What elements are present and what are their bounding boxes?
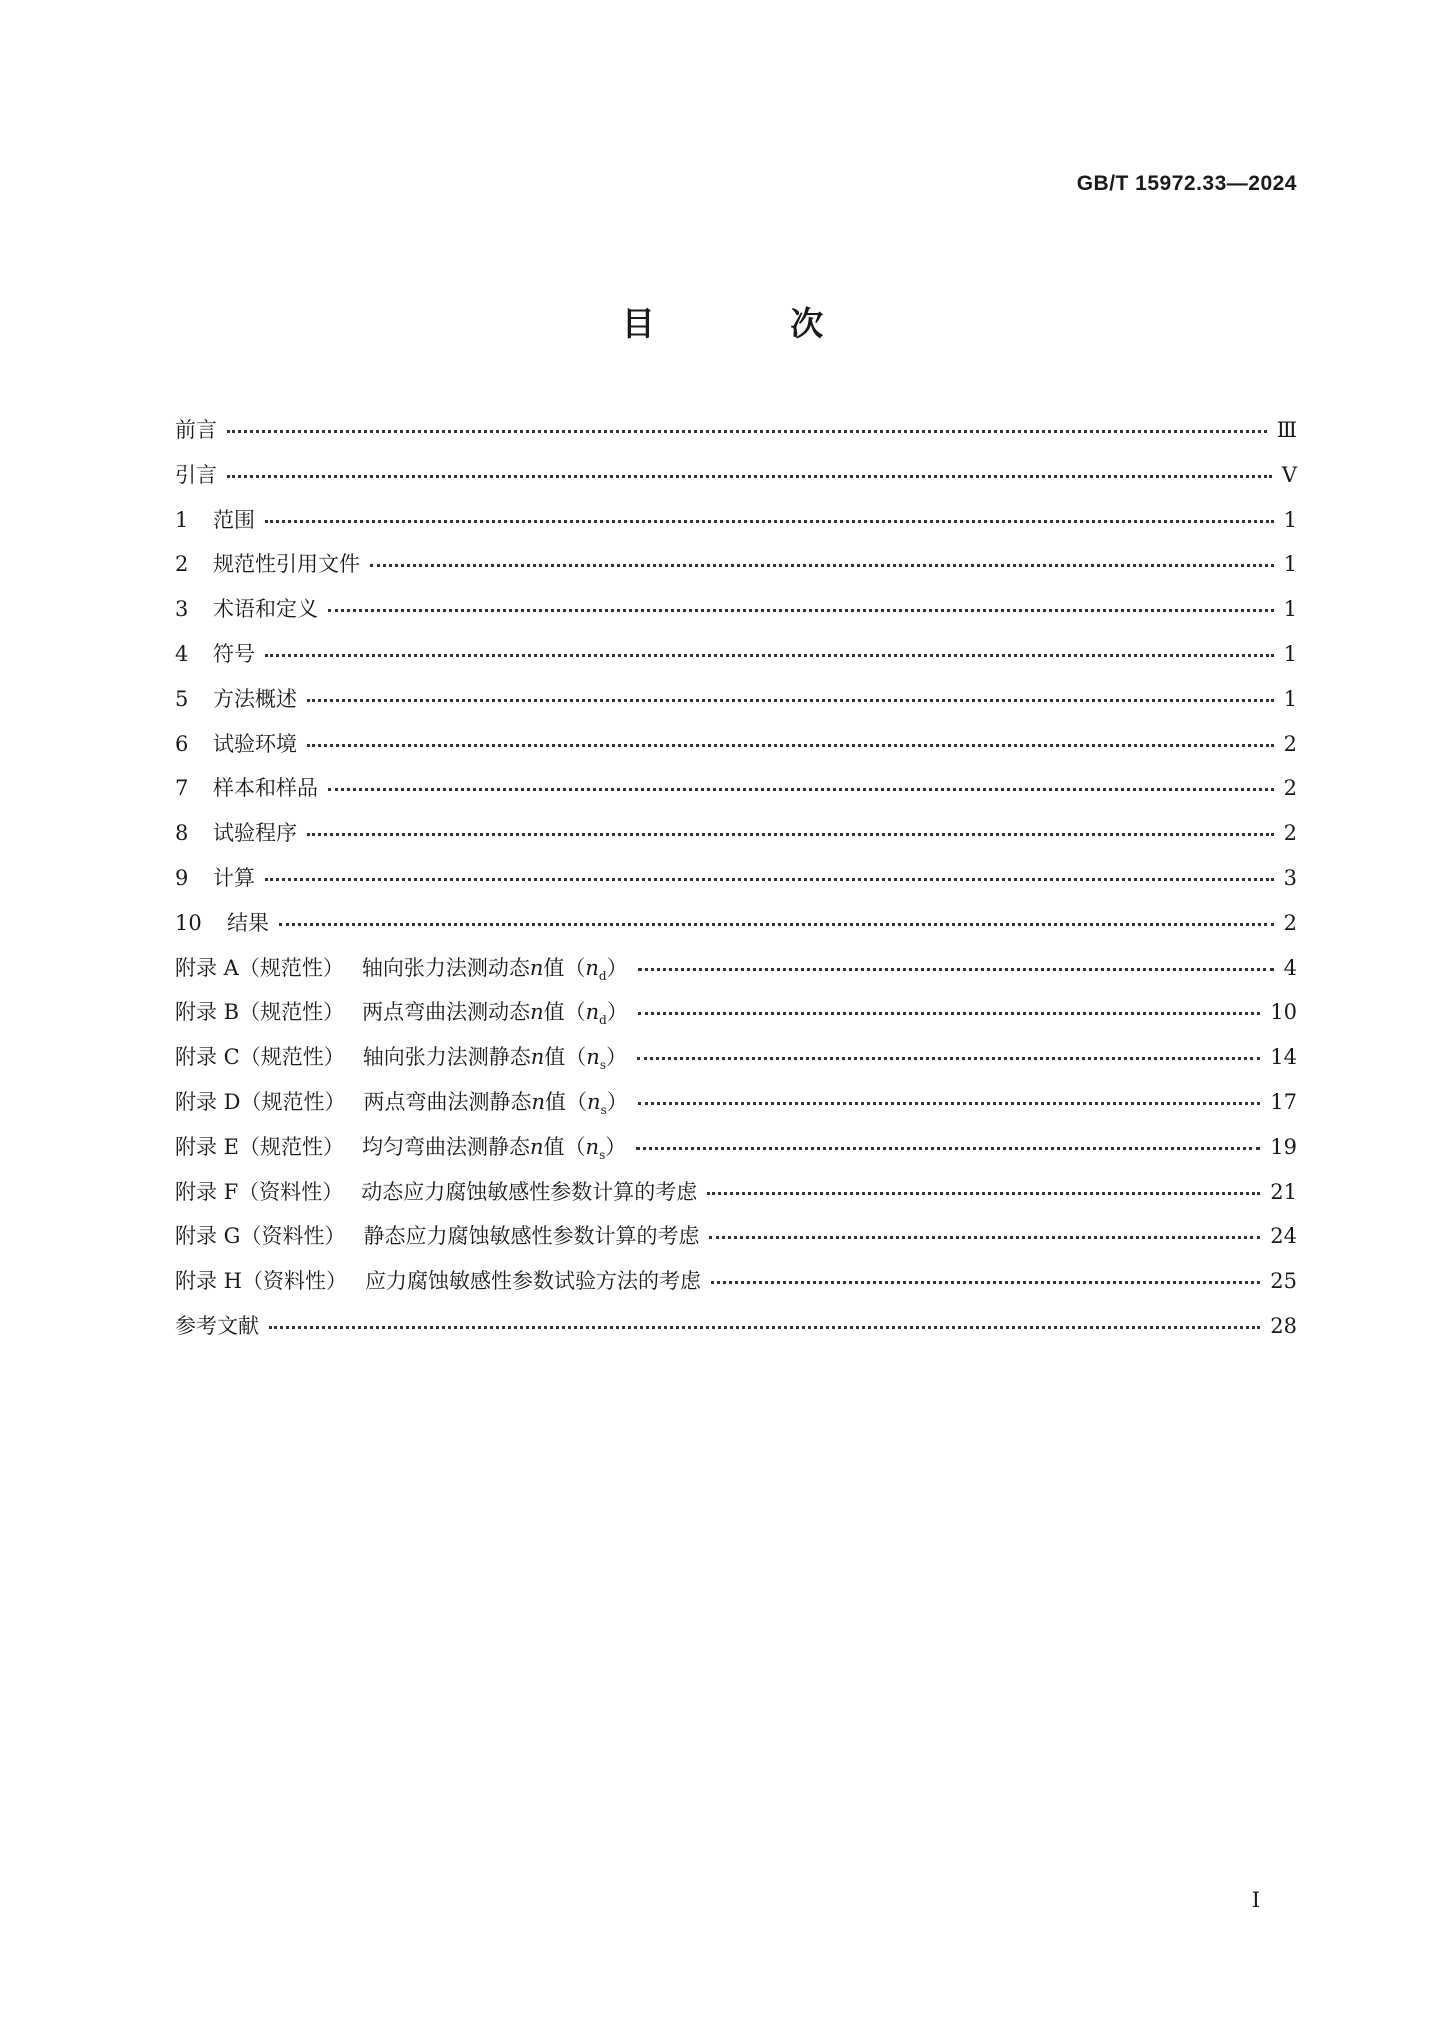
document-code: GB/T 15972.33—2024 — [1076, 172, 1297, 195]
dot-leader — [370, 563, 1274, 567]
dot-leader — [636, 1146, 1260, 1150]
toc-page-number: 1 — [1283, 507, 1297, 532]
toc-entry-text: 结果 — [227, 910, 269, 935]
toc-annex-tag: 附录 A（规范性） — [175, 955, 344, 980]
toc-entry-scope[interactable] — [175, 504, 1297, 549]
dot-leader — [638, 1011, 1260, 1015]
toc-entry-text: 规范性引用文件 — [213, 552, 360, 577]
toc-entry-close: ） — [605, 1045, 627, 1070]
toc-page-number: 3 — [1283, 865, 1297, 890]
toc-entry-unit: 值（ — [544, 1045, 587, 1070]
toc-entry-bibliography[interactable] — [175, 1310, 1297, 1355]
table-of-contents — [175, 414, 1297, 1355]
toc-entry-text: 引言 — [175, 462, 217, 487]
toc-entry-text: 应力腐蚀敏感性参数试验方法的考虑 — [365, 1269, 701, 1294]
formula-variable: n — [530, 1134, 544, 1159]
dot-leader — [265, 653, 1274, 657]
page-number: I — [1251, 1888, 1260, 1912]
toc-annex-tag: 附录 C（规范性） — [175, 1045, 345, 1070]
toc-page-number: 17 — [1270, 1089, 1297, 1114]
toc-entry-unit: 值（ — [543, 1000, 586, 1025]
toc-entry-text: 两点弯曲法测静态 — [363, 1089, 532, 1114]
dot-leader — [227, 474, 1272, 478]
toc-entry-text: 符号 — [213, 641, 255, 666]
toc-entry-close: ） — [606, 955, 628, 980]
formula-symbol: $n_s$ — [586, 1045, 606, 1073]
toc-entry-results[interactable] — [175, 907, 1297, 952]
toc-entry-test-environment[interactable] — [175, 728, 1297, 773]
toc-entry-text: 试验环境 — [213, 731, 297, 756]
toc-page-number: Ⅲ — [1276, 418, 1297, 442]
toc-entry-close: ） — [606, 1089, 628, 1114]
toc-page-number: 10 — [1270, 1000, 1297, 1025]
toc-entry-text: 术语和定义 — [213, 597, 318, 622]
toc-entry-number: 9 — [175, 865, 189, 890]
formula-symbol: $n_d$ — [585, 955, 607, 983]
toc-entry-samples-specimens[interactable] — [175, 772, 1297, 817]
formula-variable: n — [529, 955, 544, 980]
toc-entry-introduction[interactable] — [175, 459, 1297, 504]
toc-entry-symbols[interactable] — [175, 638, 1297, 683]
toc-entry-annex-f[interactable] — [175, 1176, 1297, 1221]
toc-entry-number: 8 — [175, 821, 189, 846]
toc-entry-number: 5 — [175, 686, 189, 711]
toc-annex-tag: 附录 B（规范性） — [175, 1000, 345, 1025]
toc-entry-foreword[interactable] — [175, 414, 1297, 459]
toc-page-number: 21 — [1270, 1179, 1297, 1204]
toc-page-number: 2 — [1283, 910, 1297, 935]
toc-entry-number: 1 — [175, 507, 189, 532]
dot-leader — [711, 1280, 1260, 1284]
toc-entry-annex-d[interactable] — [175, 1086, 1297, 1131]
toc-entry-text: 样本和样品 — [213, 776, 318, 801]
toc-entry-number: 7 — [175, 776, 189, 801]
toc-page-number: 28 — [1270, 1313, 1297, 1338]
dot-leader — [328, 787, 1274, 791]
toc-entry-text: 参考文献 — [175, 1313, 259, 1338]
dot-leader — [709, 1235, 1260, 1239]
dot-leader — [307, 743, 1274, 747]
toc-entry-text: 动态应力腐蚀敏感性参数计算的考虑 — [361, 1179, 698, 1204]
toc-entry-annex-a[interactable] — [175, 952, 1297, 997]
toc-entry-text: 前言 — [175, 418, 217, 442]
dot-leader — [638, 1101, 1261, 1105]
toc-entry-close: ） — [605, 1134, 627, 1159]
toc-page-number: 1 — [1283, 641, 1297, 666]
dot-leader — [328, 608, 1274, 612]
toc-entry-text: 计算 — [213, 865, 255, 890]
toc-entry-close: ） — [606, 1000, 628, 1025]
toc-entry-test-procedure[interactable] — [175, 817, 1297, 862]
formula-symbol: $n_s$ — [587, 1089, 607, 1118]
formula-variable: n — [530, 1000, 544, 1025]
toc-entry-text: 轴向张力法测静态 — [362, 1045, 531, 1070]
formula-variable: n — [530, 1045, 545, 1070]
toc-entry-text: 范围 — [213, 507, 255, 532]
dot-leader — [638, 967, 1274, 971]
toc-entry-annex-e[interactable] — [175, 1131, 1297, 1176]
toc-entry-unit: 值（ — [543, 955, 586, 980]
toc-entry-number: 3 — [175, 597, 189, 622]
dot-leader — [637, 1056, 1260, 1060]
toc-entry-annex-h[interactable] — [175, 1265, 1297, 1310]
formula-symbol: $n_s$ — [585, 1134, 606, 1162]
toc-page-number: Ⅴ — [1281, 462, 1297, 487]
toc-entry-calculation[interactable] — [175, 862, 1297, 907]
dot-leader — [265, 877, 1274, 881]
dot-leader — [265, 519, 1274, 523]
dot-leader — [227, 429, 1267, 433]
toc-page-number: 1 — [1283, 597, 1297, 622]
toc-entry-number: 6 — [175, 731, 189, 756]
toc-page-number: 2 — [1283, 821, 1297, 846]
dot-leader — [707, 1191, 1260, 1195]
formula-symbol: $n_d$ — [585, 1000, 607, 1028]
toc-page-number: 4 — [1283, 955, 1297, 980]
toc-entry-text: 轴向张力法测动态 — [361, 955, 530, 980]
toc-entry-unit: 值（ — [545, 1089, 588, 1114]
toc-entry-terms-definitions[interactable] — [175, 593, 1297, 638]
toc-entry-text: 试验程序 — [213, 821, 297, 846]
toc-entry-text: 方法概述 — [213, 686, 297, 711]
dot-leader — [307, 832, 1274, 836]
toc-entry-annex-g[interactable] — [175, 1220, 1297, 1265]
toc-annex-tag: 附录 E（规范性） — [175, 1134, 345, 1159]
toc-entry-method-overview[interactable] — [175, 683, 1297, 728]
toc-annex-tag: 附录 H（资料性） — [175, 1269, 347, 1294]
toc-page-number: 1 — [1283, 686, 1297, 711]
dot-leader — [279, 922, 1274, 926]
toc-annex-tag: 附录 D（规范性） — [175, 1089, 346, 1114]
dot-leader — [307, 698, 1274, 702]
toc-page-number: 2 — [1283, 731, 1297, 756]
toc-page-number: 2 — [1283, 776, 1297, 801]
toc-title: 目 次 — [621, 304, 886, 343]
toc-entry-number: 4 — [175, 641, 189, 666]
toc-entry-text: 均匀弯曲法测静态 — [362, 1134, 531, 1159]
toc-page-number: 14 — [1270, 1045, 1297, 1070]
toc-entry-annex-c[interactable] — [175, 1041, 1297, 1086]
toc-entry-number: 10 — [175, 910, 202, 935]
toc-entry-text: 两点弯曲法测动态 — [362, 1000, 531, 1025]
dot-leader — [269, 1325, 1260, 1329]
toc-annex-tag: 附录 F（资料性） — [175, 1179, 344, 1204]
toc-page-number: 25 — [1270, 1269, 1297, 1294]
toc-entry-number: 2 — [175, 552, 189, 577]
formula-variable: n — [531, 1089, 546, 1114]
toc-annex-tag: 附录 G（资料性） — [175, 1224, 346, 1249]
toc-entry-annex-b[interactable] — [175, 996, 1297, 1041]
toc-entry-unit: 值（ — [543, 1134, 586, 1159]
toc-entry-normative-references[interactable] — [175, 548, 1297, 593]
toc-page-number: 1 — [1283, 552, 1297, 577]
toc-entry-text: 静态应力腐蚀敏感性参数计算的考虑 — [363, 1224, 700, 1249]
toc-page-number: 19 — [1270, 1134, 1297, 1159]
toc-page-number: 24 — [1270, 1224, 1297, 1249]
